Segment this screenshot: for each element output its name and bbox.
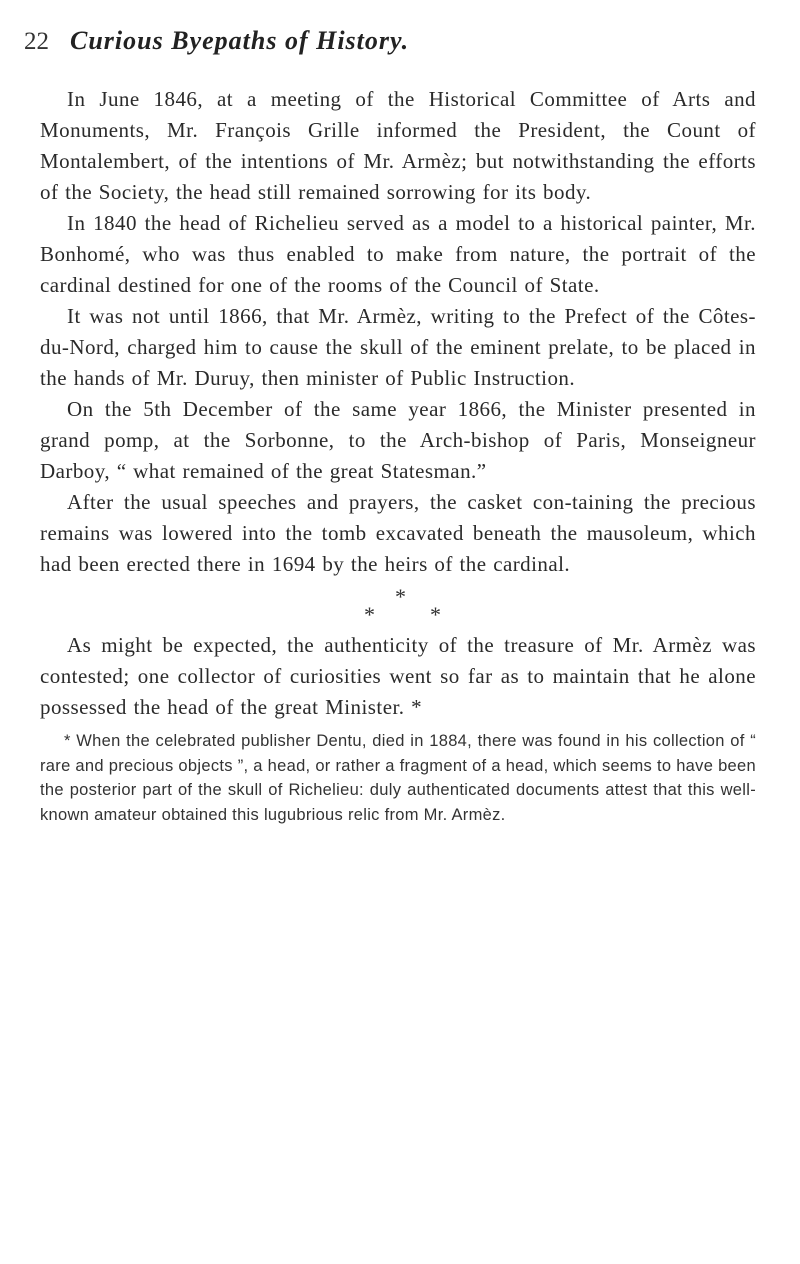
asterisk-top: * xyxy=(395,584,406,609)
body-text xyxy=(40,84,756,827)
paragraph-montalembert: In June 1846, at a meeting of the Historical Committee of Arts and Monuments, Mr. François Grille informed the President, the Count of Montalembert, of the intentions of Mr. Armèz; but notwithstanding the efforts of the Society, the head still remained sorrowing for its body. xyxy=(40,87,756,204)
footnote: * When the celebrated publisher Dentu, died in 1884, there was found in his collection of “ rare and precious objects ”, a head, or rather a fragment of a head, which seems to have been the posterior part of the skull of Richelieu: duly authenticated documents attest that this well-known amateur obtained this lugubrious relic from Mr. Armèz. xyxy=(40,732,756,824)
asterism-separator xyxy=(40,584,756,628)
page-number: 22 xyxy=(24,28,49,55)
paragraph-bonhome: In 1840 the head of Richelieu served as a model to a historical painter, Mr. Bonhomé, who was thus enabled to make from nature, the portrait of the cardinal destined for one of the rooms of the Council of State. xyxy=(40,211,756,297)
paragraph-authenticity: As might be expected, the authenticity of the treasure of Mr. Armèz was contested; one collector of curiosities went so far as to maintain that he alone possessed the head of the great Minister. * xyxy=(40,633,756,719)
page-header xyxy=(24,24,784,64)
asterisk-left: * xyxy=(364,602,375,627)
paragraph-sorbonne: On the 5th December of the same year 1866, the Minister presented in grand pomp, at the Sorbonne, to the Arch-bishop of Paris, Monseigneur Darboy, “ what remained of the great Statesman.” xyxy=(40,397,756,483)
paragraph-duruy: It was not until 1866, that Mr. Armèz, writing to the Prefect of the Côtes-du-Nord, charged him to cause the skull of the eminent prelate, to be placed in the hands of Mr. Duruy, then minister of Public Instruction. xyxy=(40,304,756,390)
asterisk-right: * xyxy=(430,602,441,627)
paragraph-burial: After the usual speeches and prayers, the casket con-taining the precious remains was lowered into the tomb excavated beneath the mausoleum, which had been erected there in 1694 by the heirs of the cardinal. xyxy=(40,490,756,576)
running-title: Curious Byepaths of History. xyxy=(70,26,410,55)
